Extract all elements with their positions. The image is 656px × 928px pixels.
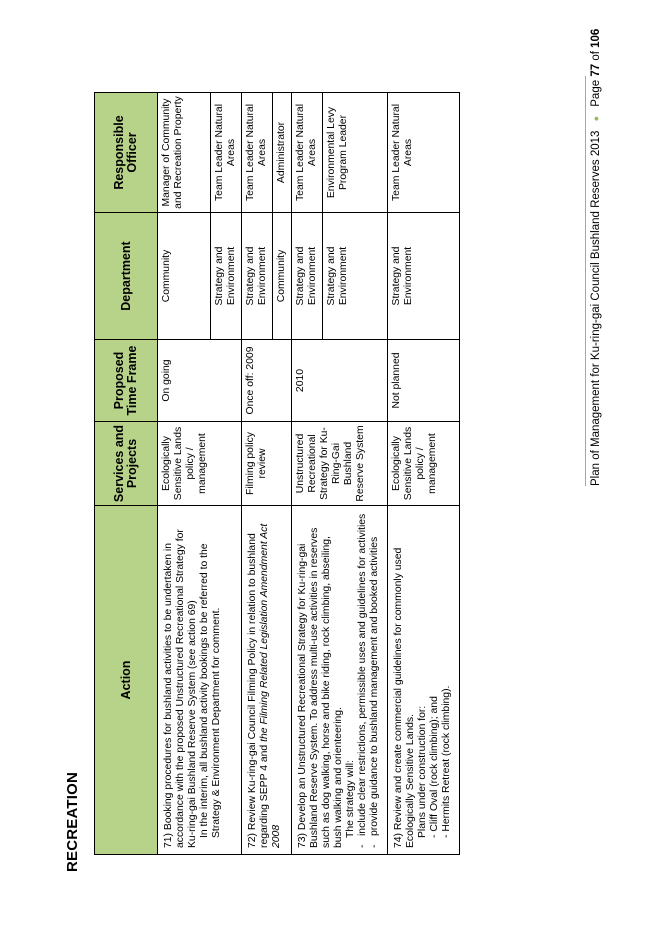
table-header-row (95, 93, 158, 855)
bullet-mark: - (369, 844, 380, 848)
table-row (388, 93, 460, 855)
list-item-text: provide guidance to bushland management and booked activities (369, 536, 380, 836)
services-cell: Filming policy review (242, 422, 292, 506)
officer-cell: Team Leader Natural Areas (388, 93, 460, 213)
page-footer (585, 28, 602, 486)
officer-cell: Manager of Community and Recreation Property (158, 93, 211, 213)
department-cell: Strategy and Environment (388, 213, 460, 340)
footer-page-current: 77 (590, 63, 602, 77)
table-row (292, 93, 323, 855)
action-lead: The strategy will: (345, 760, 356, 838)
action-cell (388, 506, 460, 855)
table-row (242, 93, 273, 855)
department-cell: Strategy and Environment (211, 213, 242, 340)
action-cell (158, 506, 242, 855)
timeframe-cell: 2010 (292, 340, 388, 422)
footer-page-total: 106 (590, 28, 602, 48)
action-italic: the Filming Related Legislation Amendment Act 2008 (259, 523, 282, 848)
action-cell (242, 506, 292, 855)
department-cell: Community (273, 213, 292, 340)
footer-page-of: of (590, 51, 602, 61)
department-cell: Strategy and Environment (242, 213, 273, 340)
action-text: 72) Review Ku-ring-gai Council Filming Policy in relation to bushland regarding SEPP 4 and (247, 533, 270, 848)
timeframe-cell: Once off: 2009 (242, 340, 292, 422)
officer-cell: Team Leader Natural Areas (292, 93, 323, 213)
action-text: 74) Review and create commercial guidelines for commonly used Ecologically Sensitive Lands. (393, 547, 416, 848)
action-text: 73) Develop an Unstructured Recreational Strategy for Ku-ring-gai Bushland Reserve System. To address multi-use activities in reserves such as dog walking, horse and bike riding, rock climbing, abseiling, bush walking and orienteering. (297, 527, 344, 848)
services-cell: Ecologically Sensitive Lands policy / management (388, 422, 460, 506)
table-row (158, 93, 211, 855)
action-lead: Plans under construction for: (417, 705, 428, 838)
department-cell: Strategy and Environment (323, 213, 388, 340)
timeframe-cell: On going (158, 340, 242, 422)
footer-page-word: Page (590, 79, 602, 107)
department-cell: Strategy and Environment (292, 213, 323, 340)
officer-cell: Team Leader Natural Areas (242, 93, 273, 213)
footer-separator-icon: ● (591, 115, 601, 122)
services-cell: Ecologically Sensitive Lands policy / management (158, 422, 242, 506)
recreation-action-table (94, 92, 460, 855)
action-text: 71) Booking procedures for bushland activities to be undertaken in accordance with the proposed Unstructured Recreational Strategy for Ku-ring-gai Bushland Reserve System (see action 69) (163, 529, 198, 848)
header-action: Action (95, 506, 158, 855)
footer-doc-title: Plan of Management for Ku-ring-gai Council Bushland Reserves 2013 (590, 130, 602, 486)
section-title: RECREATION (64, 771, 81, 872)
action-note: In the interim, all bushland activity bookings to be referred to the Strategy & Environment Department for comment. (199, 543, 222, 838)
services-cell: Unstructured Recreational Strategy for Ku-Ring-Gai Bushland Reserve System (292, 422, 388, 506)
header-officer: Responsible Officer (95, 93, 158, 213)
officer-cell: Environmental Levy Program Leader (323, 93, 388, 213)
list-item-text: include clear restrictions, permissible uses and guidelines for activities (357, 513, 368, 836)
bullet-mark: - (357, 844, 368, 848)
officer-cell: Team Leader Natural Areas (211, 93, 242, 213)
department-cell: Community (158, 213, 211, 340)
header-department: Department (95, 213, 158, 340)
header-services: Services and Projects (95, 422, 158, 506)
list-item: - Cliff Oval (rock climbing); and (429, 696, 440, 838)
timeframe-cell: Not planned (388, 340, 460, 422)
header-timeframe: Proposed Time Frame (95, 340, 158, 422)
action-cell (292, 506, 388, 855)
list-item: - Hermits Retreat (rock climbing). (441, 685, 452, 838)
list-item (357, 512, 369, 848)
list-item (369, 512, 381, 848)
officer-cell: Administrator (273, 93, 292, 213)
